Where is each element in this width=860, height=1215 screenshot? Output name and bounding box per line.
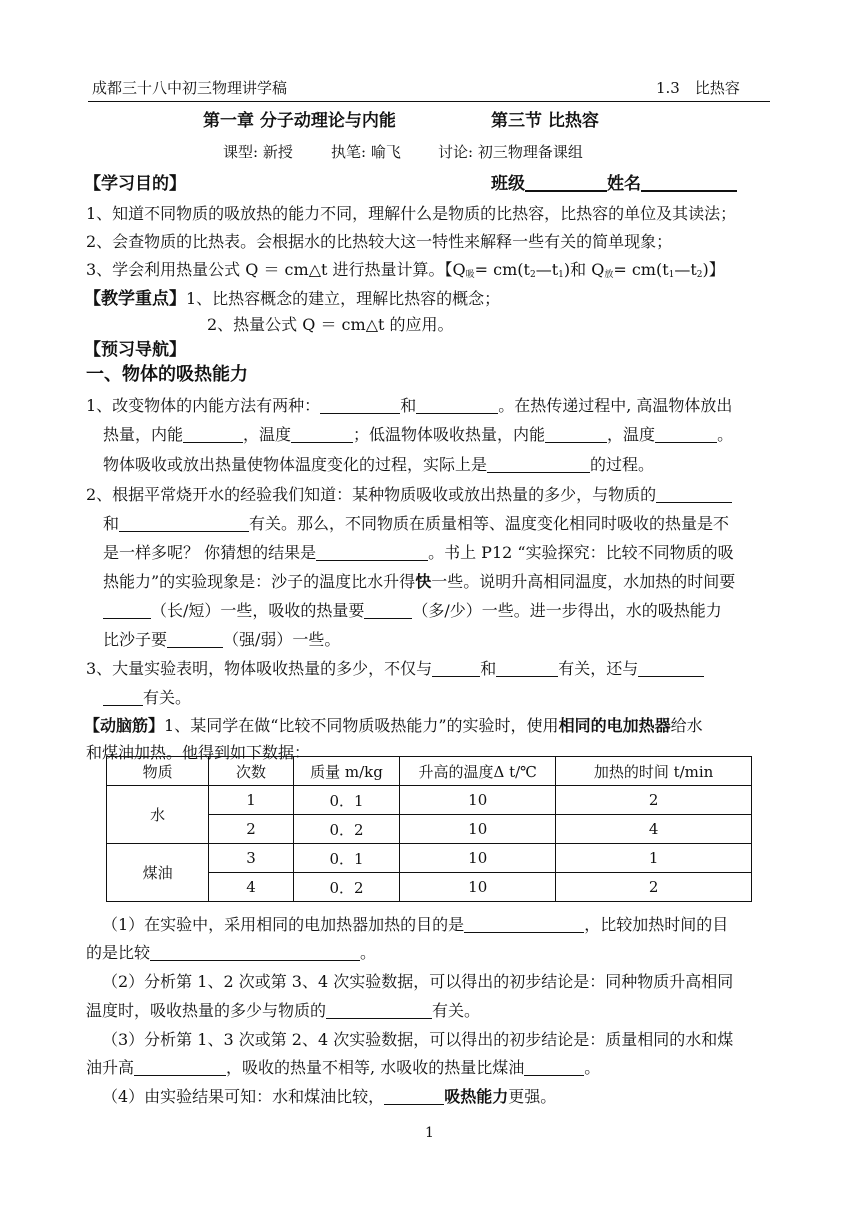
s1-d: 。 [360,943,377,962]
q2-blank2 [119,514,249,532]
name-blank [641,173,737,192]
sub-2a: 2 [529,270,536,280]
cell-trial: 3 [209,844,293,873]
sub-1a: 1 [558,270,564,280]
q2-j: 比沙子要 [103,630,168,649]
author: 执笔: 喻飞 [331,143,401,161]
key-point-1-line [84,288,500,310]
q3-blank2 [496,659,558,677]
q2-blank5 [364,601,412,619]
q2-blank3 [316,543,428,561]
cell-mass: 0．2 [293,873,399,902]
q1-line3 [103,455,654,475]
brain-intro-a: 1、某同学在做“比较不同物质吸热能力”的实验时，使用 [164,716,559,735]
cell-temp: 10 [400,786,556,815]
q2-line3 [103,543,734,563]
objective-2: 2、会查物质的比热表。会根据水的比热较大这一特性来解释一些有关的简单现象； [86,232,673,251]
s1-line1 [102,915,728,935]
q2-line5 [103,601,722,621]
cell-mass: 0．2 [293,815,399,844]
header-section-code: 1.3 比热容 [656,79,740,97]
q1-e: ，温度 [243,425,292,444]
table-row [107,786,752,815]
s2-line1: （2）分析第 1、2 次或第 3、4 次实验数据，可以得出的初步结论是：同种物质升高相同 [102,972,734,991]
q2-i: （多/少）一些。进一步得出，水的吸热能力 [412,601,722,620]
s2-b: 温度时，吸收热量的多少与物质的 [86,1001,327,1020]
objective-3-pre: 3、学会利用热量公式 Q ＝ cm△t 进行热量计算。【Q [86,260,466,279]
s1-blank1 [464,915,584,933]
s1-line2 [86,943,376,963]
q3-blank1 [432,659,480,677]
q3-line1 [86,659,704,679]
s4-blank [384,1087,444,1105]
q1-line1 [86,396,732,416]
q1-line2 [103,425,733,445]
s4-a: （4）由实验结果可知：水和煤油比较， [102,1087,385,1106]
q1-blank3 [183,425,243,443]
cell-time: 1 [556,844,752,873]
q2-line4 [103,572,735,592]
table-header-row [107,757,752,786]
s3-line1: （3）分析第 1、3 次或第 2、4 次实验数据，可以得出的初步结论是：质量相同的水和煤 [102,1030,734,1049]
q3-blank4 [103,688,143,706]
q1-blank1 [320,396,400,414]
dash-a: —t [535,260,559,279]
header-school: 成都三十八中初三物理讲学稿 [92,79,288,97]
q1-h: 。 [717,425,734,444]
s3-blank2 [524,1058,584,1076]
cell-time: 4 [556,815,752,844]
s1-a: （1）在实验中，采用相同的电加热器加热的目的是 [102,915,465,934]
q2-e: 。书上 P12 “实验探究：比较不同物质的吸 [428,543,734,562]
q1-g: ，温度 [607,425,656,444]
s3-c: ，吸收的热量不相等, 水吸收的热量比煤油 [226,1058,525,1077]
q2-blank4 [103,601,151,619]
s1-b: ，比较加热时间的目 [584,915,729,934]
brain-intro-b: 给水 [670,716,703,735]
table-row [107,844,752,873]
s2-c: 有关。 [432,1001,481,1020]
cell-trial: 2 [209,815,293,844]
objective-3-mid1b: = cm(t [613,260,669,279]
objective-1: 1、知道不同物质的吸放热的能力不同，理解什么是物质的比热容，比热容的单位及其读法； [86,204,737,223]
header-rule [88,101,770,102]
q1-blank6 [655,425,717,443]
th-substance: 物质 [107,757,209,786]
cell-substance-kerosene: 煤油 [107,844,209,902]
sub-1b: 1 [668,270,675,280]
q2-f: 热能力”的实验现象是：沙子的温度比水升得 [103,572,416,591]
cell-temp: 10 [400,815,556,844]
cell-mass: 0．1 [293,844,399,873]
q2-d: 是一样多呢？ 你猜想的结果是 [103,543,317,562]
q2-blank6 [167,630,223,648]
cell-time: 2 [556,873,752,902]
s3-line2 [86,1058,600,1078]
q1-blank5 [545,425,607,443]
class-blank [525,173,607,192]
sub-2b: 2 [696,270,703,280]
q3-blank3 [638,659,704,677]
cell-mass: 0．1 [293,786,399,815]
s3-b: 油升高 [86,1058,135,1077]
objective-3 [86,260,725,280]
cell-trial: 4 [209,873,293,902]
sub-absorb: 吸 [465,270,475,280]
objective-3-end: )】 [702,260,725,279]
th-mass: 质量 m/kg [293,757,399,786]
key-point-2: 2、热量公式 Q ＝ cm△t 的应用。 [207,315,454,334]
s4-b: 吸热能力 [444,1087,509,1106]
q1-j: 的过程。 [590,455,655,474]
s1-c: 的是比较 [86,943,151,962]
q2-g: 一些。说明升高相同温度，水加热的时间要 [431,572,736,591]
brain-same-heater: 相同的电加热器 [558,716,671,735]
q3-c: 有关，还与 [558,659,639,678]
cell-trial: 1 [209,786,293,815]
class-name-line [491,173,737,195]
objective-3-mid1: = cm(t [474,260,530,279]
sub-release: 放 [604,270,614,280]
section-title: 第三节 比热容 [491,111,599,131]
q1-blank2 [416,396,498,414]
cell-temp: 10 [400,873,556,902]
preview-heading: 【预习导航】 [84,340,186,360]
q2-fast: 快 [415,572,432,591]
q2-c: 有关。那么，不同物质在质量相等、温度变化相同时吸收的热量是不 [249,514,730,533]
q2-a: 2、根据平常烧开水的经验我们知道：某种物质吸收或放出热量的多少，与物质的 [86,485,657,504]
q2-h: （长/短）一些，吸收的热量要 [151,601,365,620]
q2-b: 和 [103,514,120,533]
q3-b: 和 [480,659,497,678]
key-points-heading: 【教学重点】 [84,289,186,309]
q1-blank7 [487,455,590,473]
s2-blank [326,1001,432,1019]
q1-f: ；低温物体吸收热量，内能 [353,425,546,444]
brain-heading: 【动脑筋】 [84,716,165,735]
s3-blank1 [134,1058,226,1076]
brain-line1 [84,716,703,736]
dash-b: —t [674,260,697,279]
cell-substance-water: 水 [107,786,209,844]
th-temp-rise: 升高的温度Δ t/℃ [400,757,556,786]
q2-k: （强/弱）一些。 [223,630,341,649]
q1-i: 物体吸收或放出热量使物体温度变化的过程，实际上是 [103,455,488,474]
q1-d: 热量，内能 [103,425,184,444]
s3-d: 。 [584,1058,601,1077]
q3-d: 有关。 [143,688,192,707]
key-point-1: 1、比热容概念的建立，理解比热容的概念； [186,289,501,308]
data-table [106,756,752,902]
cell-time: 2 [556,786,752,815]
q1-b: 和 [400,396,417,415]
chapter-title: 第一章 分子动理论与内能 [203,111,396,131]
q1-a: 1、改变物体的内能方法有两种： [86,396,321,415]
course-type: 课型: 新授 [223,143,293,161]
part1-title: 一、物体的吸热能力 [86,364,248,385]
th-trial: 次数 [209,757,293,786]
q1-blank4 [291,425,353,443]
q3-a: 3、大量实验表明，物体吸收热量的多少，不仅与 [86,659,433,678]
q2-line1 [86,485,732,505]
q1-c: 。在热传递过程中, 高温物体放出 [498,396,733,415]
q2-line2 [103,514,729,534]
objective-3-mid2: )和 Q [563,260,605,279]
objectives-heading: 【学习目的】 [84,174,186,194]
q3-line2 [103,688,191,708]
s1-blank2 [150,943,360,961]
page-number: 1 [425,1125,434,1141]
s4-c: 更强。 [508,1087,557,1106]
q2-blank1 [656,485,732,503]
discussion: 讨论: 初三物理备课组 [438,143,583,161]
th-heating-time: 加热的时间 t/min [556,757,752,786]
brain-line2: 和煤油加热。他得到如下数据： [86,743,311,762]
class-label: 班级 [491,174,525,194]
s2-line2 [86,1001,480,1021]
s4-line [102,1087,556,1107]
name-label: 姓名 [607,174,641,194]
q2-line6 [103,630,340,650]
cell-temp: 10 [400,844,556,873]
